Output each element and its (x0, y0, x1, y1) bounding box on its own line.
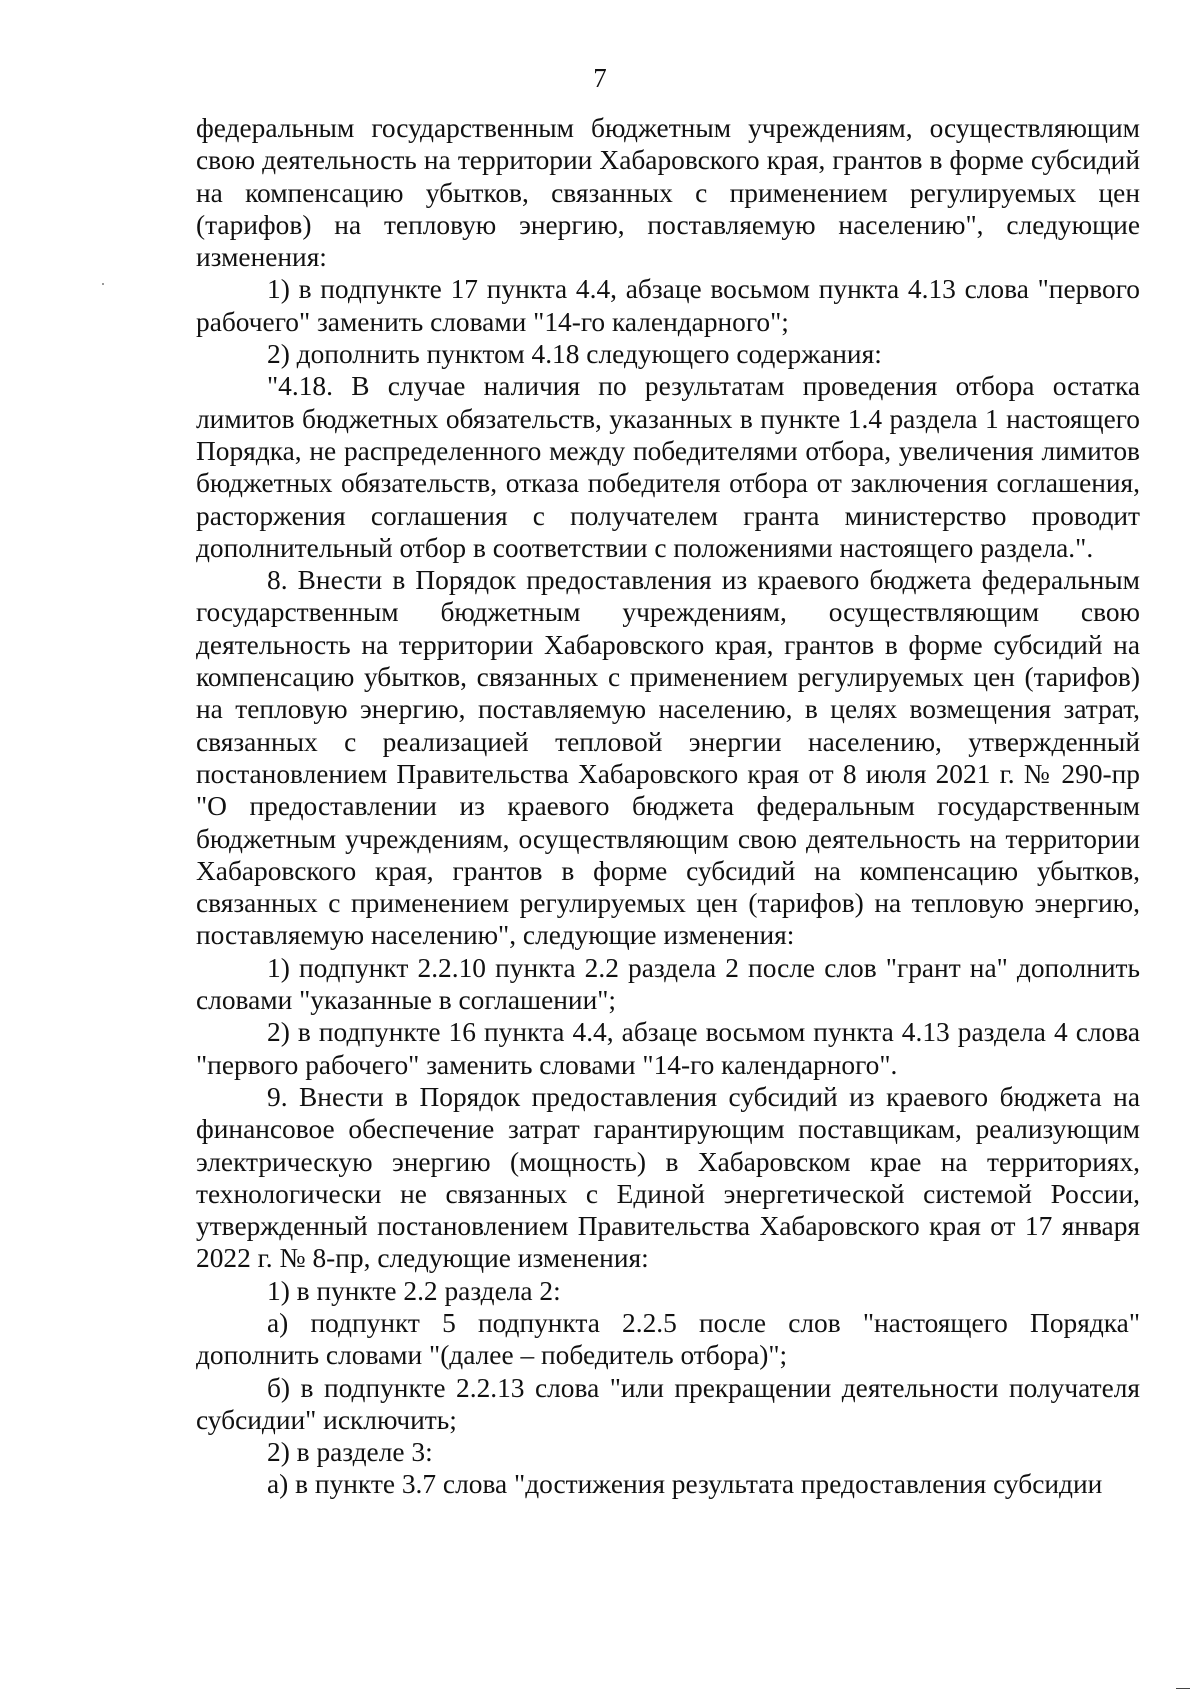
scan-edge-mark (1176, 1688, 1190, 1689)
scan-dot (102, 283, 104, 285)
paragraph: 9. Внести в Порядок предоставления субсидий из краевого бюджета на финансовое обеспечение затрат гарантирующим поставщикам, реализующим электрическую энергию (мощность) в Хабаровском крае на территориях, технологически не связанных с Единой энергетической системой России, утвержденный постановлением Правительства Хабаровского края от 17 января 2022 г. № 8-пр, следующие изменения: (196, 1081, 1140, 1274)
paragraph: 2) в разделе 3: (267, 1437, 433, 1468)
paragraph: "4.18. В случае наличия по результатам проведения отбора остатка лимитов бюджетных обязательств, указанных в пункте 1.4 раздела 1 настоящего Порядка, не распределенного между победителями отбора, увеличения лимитов бюджетных обязательств, отказа победителя отбора от заключения соглашения, расторжения соглашения с получателем гранта министерство проводит дополнительный отбор в соответствии с положениями настоящего раздела.". (196, 371, 1140, 563)
paragraph: 1) в подпункте 17 пункта 4.4, абзаце восьмом пункта 4.13 слова "первого рабочего" заменить словами "14-го календарного"; (196, 274, 1140, 337)
paragraph: 8. Внести в Порядок предоставления из краевого бюджета федеральным государственным бюджетным учреждениям, осуществляющим свою деятельность на территории Хабаровского края, грантов в форме субсидий на компенсацию убытков, связанных с применением регулируемых цен (тарифов) на тепловую энергию, поставляемую населению, в целях возмещения затрат, связанных с реализацией тепловой энергии населению, утвержденный постановлением Правительства Хабаровского края от 8 июля 2021 г. № 290-пр "О предоставлении из краевого бюджета федеральным государственным бюджетным учреждениям, осуществляющим свою деятельность на территории Хабаровского края, грантов в форме субсидий на компенсацию убытков, связанных с применением регулируемых цен (тарифов) на тепловую энергию, поставляемую населению", следующие изменения: (196, 565, 1140, 951)
document-body (196, 112, 1140, 1501)
paragraph: б) в подпункте 2.2.13 слова "или прекращении деятельности получателя субсидии" исключить; (196, 1372, 1140, 1435)
paragraph: а) в пункте 3.7 слова "достижения результата предоставления субсидии (267, 1469, 1103, 1500)
paragraph: 2) в подпункте 16 пункта 4.4, абзаце восьмом пункта 4.13 раздела 4 слова "первого рабочего" заменить словами "14-го календарного". (196, 1017, 1140, 1080)
paragraph: 1) подпункт 2.2.10 пункта 2.2 раздела 2 после слов "грант на" дополнить словами "указанные в соглашении"; (196, 952, 1140, 1016)
paragraph: 2) дополнить пунктом 4.18 следующего содержания: (267, 339, 882, 370)
paragraph: федеральным государственным бюджетным учреждениям, осуществляющим свою деятельность на территории Хабаровского края, грантов в форме субсидий на компенсацию убытков, связанных с применением регулируемых цен (тарифов) на тепловую энергию, поставляемую населению", следующие изменения: (196, 113, 1140, 273)
paragraph: а) подпункт 5 подпункта 2.2.5 после слов "настоящего Порядка" дополнить словами "(далее – победитель отбора)"; (196, 1307, 1140, 1371)
paragraph: 1) в пункте 2.2 раздела 2: (267, 1275, 561, 1306)
page-number: 7 (593, 63, 607, 93)
